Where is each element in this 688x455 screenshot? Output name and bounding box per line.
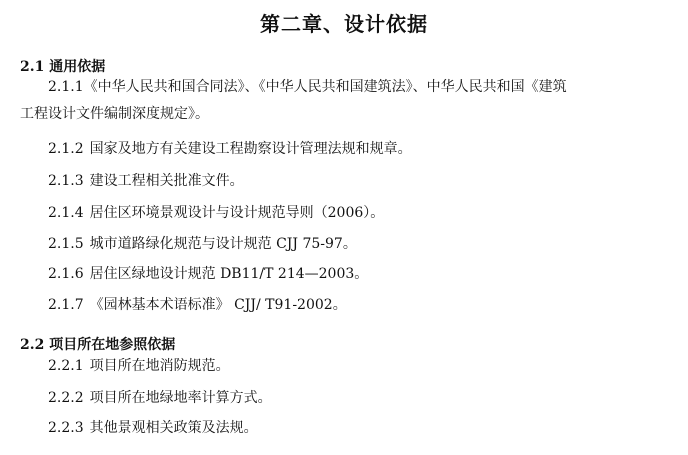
section-heading-2-1: 2.1 通用依据 [20,59,106,75]
item-2-1-1-continuation: 工程设计文件编制深度规定》。 [20,106,209,122]
item-number: 2.1.6 [48,266,84,282]
item-2-1-6 [48,263,368,283]
item-text: 居住区绿地设计规范 DB11/T 214—2003。 [89,266,369,282]
section-heading-2-2: 2.2 项目所在地参照依据 [20,337,176,353]
item-2-2-2 [48,387,272,407]
chapter-title: 第二章、设计依据 [260,12,428,36]
item-2-1-4 [48,202,384,222]
item-2-2-3 [48,417,258,437]
item-number: 2.1.4 [48,205,84,221]
item-text: 建设工程相关批准文件。 [89,173,244,189]
item-2-1-2 [48,138,412,158]
item-text: 居住区环境景观设计与设计规范导则（2006）。 [89,205,385,221]
item-number: 2.2.1 [48,358,84,374]
item-number: 2.1.1 [48,79,84,95]
item-2-1-1 [48,76,678,96]
item-2-1-7 [48,294,347,314]
item-2-2-1 [48,355,230,375]
item-text: 项目所在地绿地率计算方式。 [89,390,272,406]
item-2-1-5 [48,233,357,253]
item-2-1-3 [48,170,244,190]
item-number: 2.1.3 [48,173,84,189]
item-number: 2.2.2 [48,390,84,406]
item-number: 2.1.5 [48,236,84,252]
item-number: 2.2.3 [48,420,84,436]
item-text: 国家及地方有关建设工程勘察设计管理法规和规章。 [89,141,412,157]
item-number: 2.1.7 [48,297,84,313]
item-text: 《中华人民共和国合同法》、《中华人民共和国建筑法》、中华人民共和国《建筑 [83,79,567,95]
item-text: 项目所在地消防规范。 [89,358,230,374]
item-number: 2.1.2 [48,141,84,157]
item-text: 《园林基本术语标准》 CJJ/ T91-2002。 [89,297,347,313]
item-text: 城市道路绿化规范与设计规范 CJJ 75-97。 [89,236,357,252]
item-text: 其他景观相关政策及法规。 [89,420,258,436]
